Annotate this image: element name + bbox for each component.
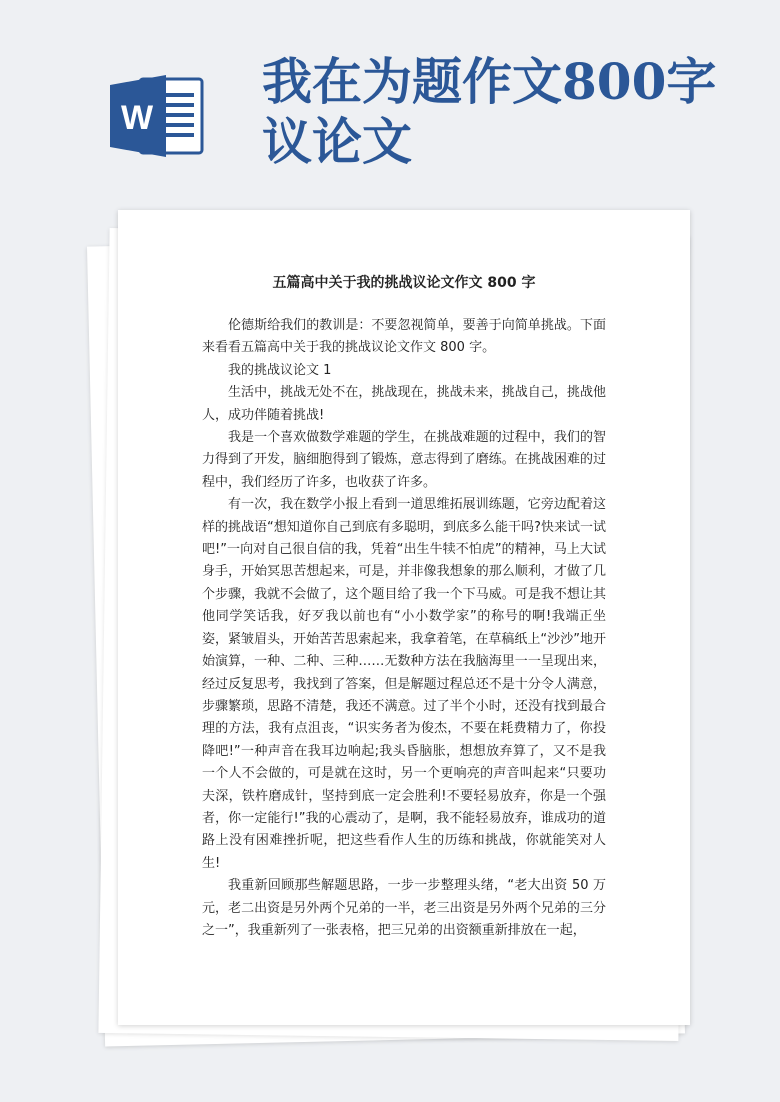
paragraph: 有一次，我在数学小报上看到一道思维拓展训练题，它旁边配着这样的挑战语“想知道你自己到底有多聪明，到底多么能干吗?快来试一试吧!”一向对自己很自信的我，凭着“出生牛犊不怕虎”的精神，马上大试身手，开始冥思苦想起来，可是，并非像我想象的那么顺利，才做了几个步骤，我就不会做了，这个题目给了我一个下马威。可是我不想让其他同学笑话我，好歹我以前也有“小小数学家”的称号的啊!我端正坐姿，紧皱眉头，开始苦苦思索起来，我拿着笔，在草稿纸上“沙沙”地开始演算，一种、二种、三种……无数种方法在我脑海里一一呈现出来，经过反复思考，我找到了答案，但是解题过程总还不是十分令人满意，步骤繁琐，思路不清楚，我还不满意。过了半个小时，还没有找到最合理的方法，我有点沮丧，“识实务者为俊杰，不要在耗费精力了，你投降吧!”一种声音在我耳边响起;我头昏脑胀，想想放弃算了，又不是我一个人不会做的，可是就在这时，另一个更响亮的声音叫起来“只要功夫深，铁杵磨成针，坚持到底一定会胜利!不要轻易放弃，你是一个强者，你一定能行!”我的心震动了，是啊，我不能轻易放弃，谁成功的道路上没有困难挫折呢，把这些看作人生的历练和挑战，你就能笑对人生! xyxy=(202,497,606,871)
paragraph: 我是一个喜欢做数学难题的学生，在挑战难题的过程中，我们的智力得到了开发，脑细胞得到了锻炼，意志得到了磨练。在挑战困难的过程中，我们经历了许多，也收获了许多。 xyxy=(202,430,606,490)
paragraph: 生活中，挑战无处不在，挑战现在，挑战未来，挑战自己，挑战他人，成功伴随着挑战! xyxy=(202,385,606,423)
document-page xyxy=(118,210,690,1025)
paragraph: 我重新回顾那些解题思路，一步一步整理头绪，“老大出资 50 万元，老二出资是另外两个兄弟的一半，老三出资是另外两个兄弟的三分之一”，我重新列了一张表格，把三兄弟的出资额重新排放在一起， xyxy=(202,878,606,938)
paragraph: 伦德斯给我们的教训是：不要忽视简单，要善于向简单挑战。下面来看看五篇高中关于我的挑战议论文作文 800 字。 xyxy=(202,318,606,356)
document-title: 五篇高中关于我的挑战议论文作文 800 字 xyxy=(272,275,536,291)
word-document-icon xyxy=(110,75,206,157)
document-body xyxy=(202,315,606,942)
section-heading: 我的挑战议论文 1 xyxy=(228,362,332,378)
logo-letter: W xyxy=(120,99,154,137)
page-title: 我在为题作文800字议论文 xyxy=(262,52,717,171)
header xyxy=(0,0,780,210)
